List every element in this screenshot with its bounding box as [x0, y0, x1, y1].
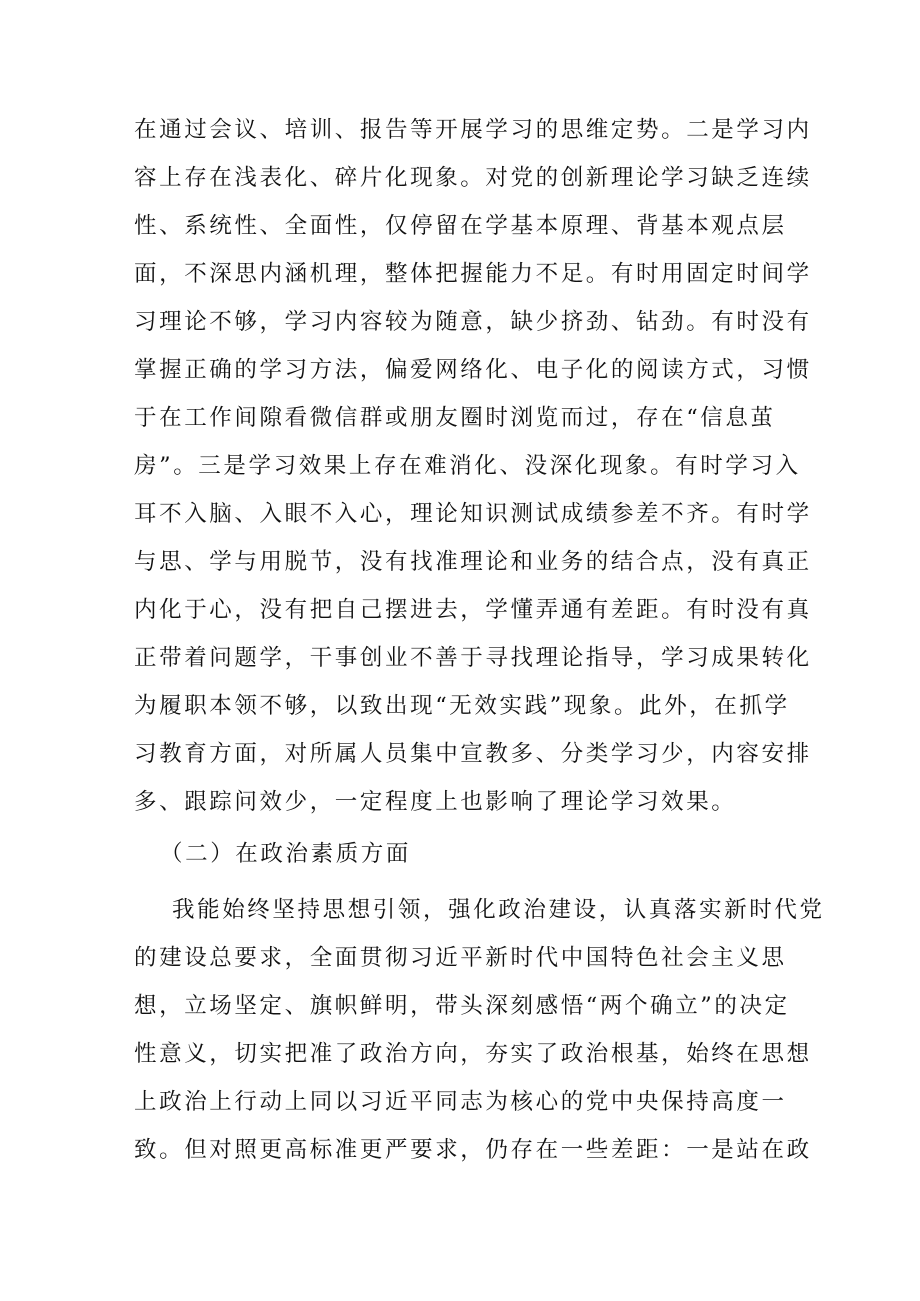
paragraph-line: 内化于心，没有把自己摆进去，学懂弄通有差距。有时没有真 [134, 597, 812, 623]
paragraph-line: 与思、学与用脱节，没有找准理论和业务的结合点，没有真正 [134, 549, 812, 575]
paragraph-line: 房”。三是学习效果上存在难消化、没深化现象。有时学习入 [134, 453, 801, 479]
paragraph-line: 我能始终坚持思想引领，强化政治建设，认真落实新时代党 [172, 897, 825, 923]
paragraph-line: 上政治上行动上同以习近平同志为核心的党中央保持高度一 [134, 1089, 787, 1115]
paragraph-line: 的建设总要求，全面贯彻习近平新时代中国特色社会主义思 [134, 945, 787, 971]
paragraph-line: 于在工作间隙看微信群或朋友圈时浏览而过，存在“信息茧 [134, 405, 776, 431]
paragraph-line: 面，不深思内涵机理，整体把握能力不足。有时用固定时间学 [134, 261, 812, 287]
paragraph-line: 致。但对照更高标准更严要求，仍存在一些差距：一是站在政 [134, 1137, 812, 1163]
paragraph-line: 想，立场坚定、旗帜鲜明，带头深刻感悟“两个确立”的决定 [134, 993, 790, 1019]
paragraph-line: 正带着问题学，干事创业不善于寻找理论指导，学习成果转化 [134, 645, 812, 671]
paragraph-line: 掌握正确的学习方法，偏爱网络化、电子化的阅读方式，习惯 [134, 357, 812, 383]
paragraph-line: 习理论不够，学习内容较为随意，缺少挤劲、钻劲。有时没有 [134, 309, 812, 335]
paragraph-line: 多、跟踪问效少，一定程度上也影响了理论学习效果。 [134, 789, 737, 815]
paragraph-line: 容上存在浅表化、碎片化现象。对党的创新理论学习缺乏连续 [134, 165, 812, 191]
paragraph-line: 为履职本领不够，以致出现“无效实践”现象。此外，在抓学 [134, 693, 790, 719]
paragraph-line: 在通过会议、培训、报告等开展学习的思维定势。二是学习内 [134, 117, 812, 143]
paragraph-line: 习教育方面，对所属人员集中宣教多、分类学习少，内容安排 [134, 741, 812, 767]
paragraph-line: 性、系统性、全面性，仅停留在学基本原理、背基本观点层 [134, 213, 787, 239]
paragraph-line: 耳不入脑、入眼不入心，理论知识测试成绩参差不齐。有时学 [134, 501, 812, 527]
paragraph-line: 性意义，切实把准了政治方向，夯实了政治根基，始终在思想 [134, 1041, 812, 1067]
section-heading: （二）在政治素质方面 [160, 841, 412, 867]
